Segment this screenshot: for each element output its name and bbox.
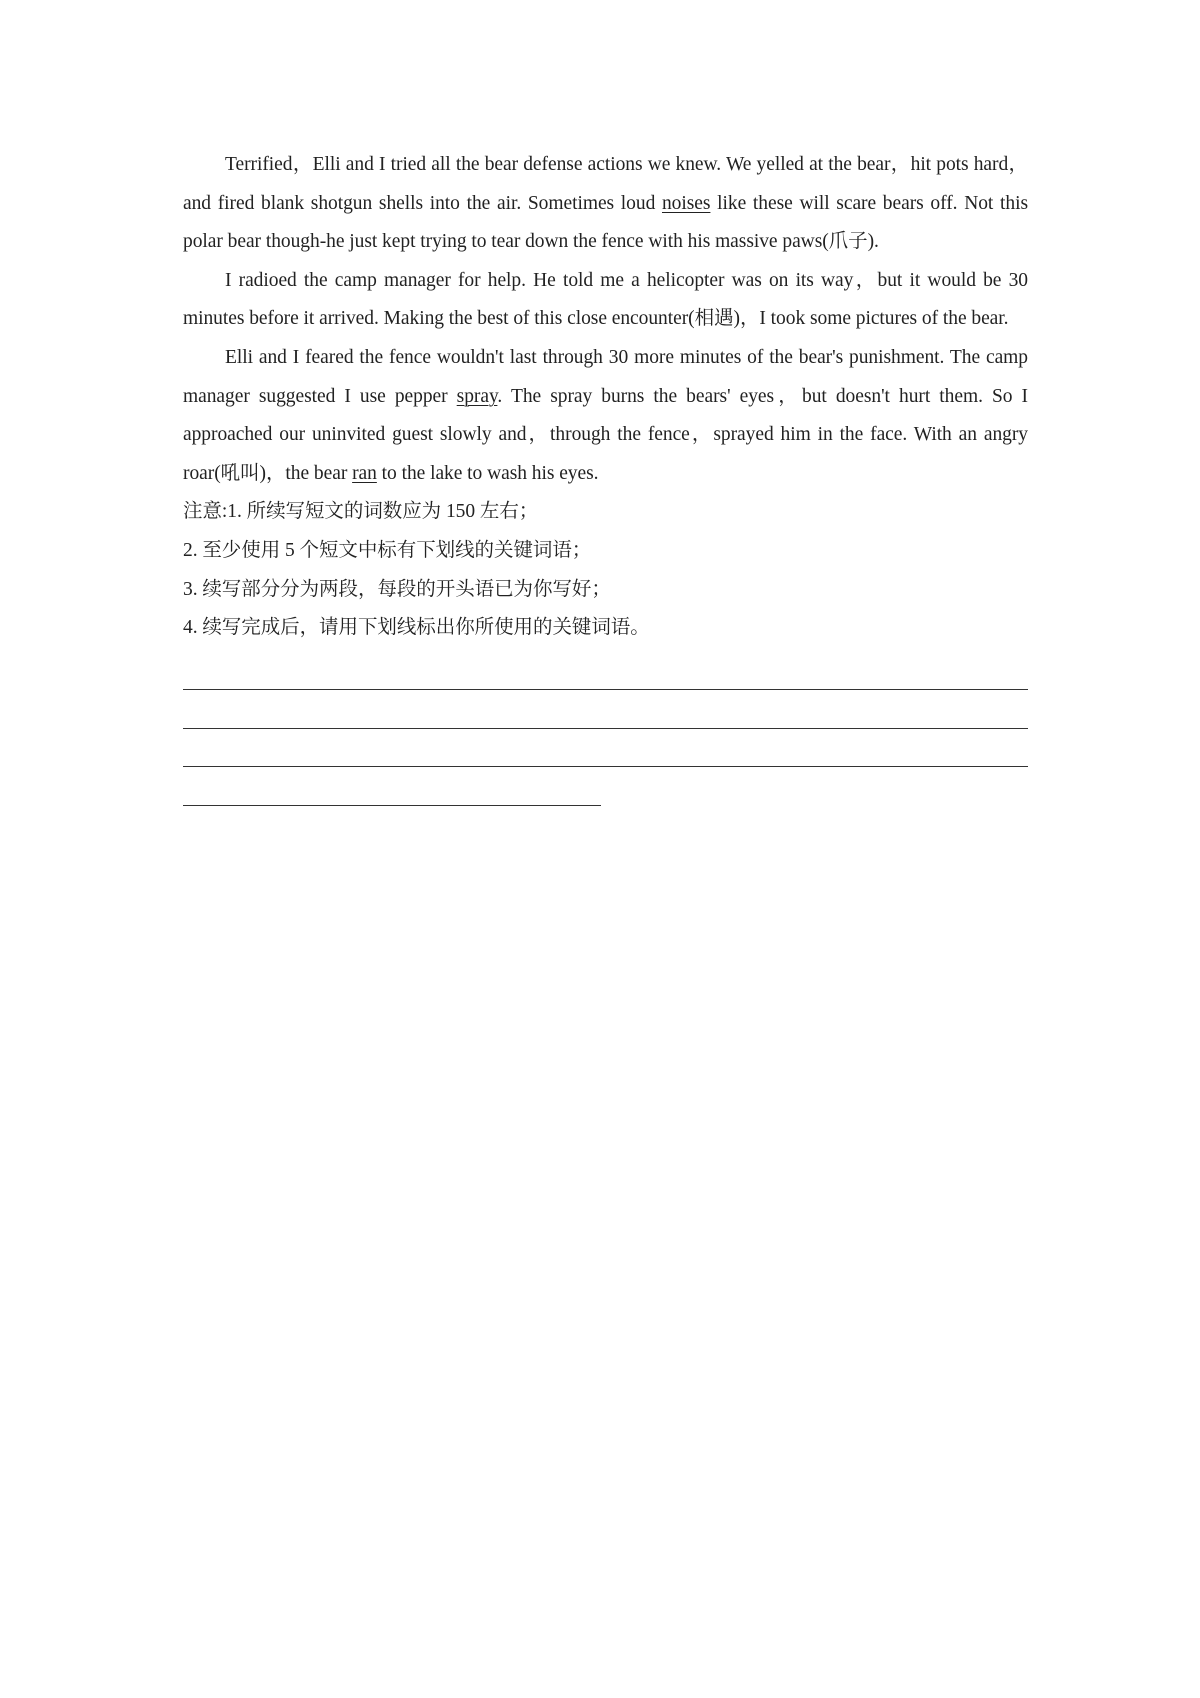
answer-line[interactable]	[183, 729, 1028, 768]
instruction-3: 3. 续写部分分为两段，每段的开头语已为你写好；	[183, 578, 611, 600]
passage-paragraph-1	[183, 146, 1028, 262]
answer-line[interactable]	[183, 690, 1028, 729]
document-page	[183, 146, 1028, 806]
paragraph-text: . The spray burns the bears' eyes，but doesn't hurt them. So I approached our uninvited guest slowly and，through the fence，sprayed him in the face. With an angry roar(吼叫)，the bear	[183, 385, 1028, 484]
passage-paragraph-3	[183, 339, 1028, 493]
instruction-1: 注意:1. 所续写短文的词数应为 150 左右；	[183, 501, 539, 523]
paragraph-text: like these will scare bears off. Not this polar bear though-he just kept trying to tear down the fence with his massive paws(爪子).	[183, 192, 1028, 253]
writing-instructions	[183, 493, 1028, 647]
key-word-noises: noises	[661, 192, 711, 214]
passage-paragraph-2	[183, 262, 1028, 339]
key-word-spray: spray	[456, 385, 498, 407]
instruction-4: 4. 续写完成后，请用下划线标出你所使用的关键词语。	[183, 617, 650, 639]
answer-area[interactable]	[183, 652, 1028, 806]
key-word-ran: ran	[352, 462, 377, 484]
paragraph-text: to the lake to wash his eyes.	[376, 462, 599, 484]
paragraph-text: Elli and I feared the fence wouldn't last through 30 more minutes of the bear's punishment. The camp manager suggested I use pepper	[183, 346, 1028, 407]
paragraph-text: I radioed the camp manager for help. He told me a helicopter was on its way，but it would be 30 minutes before it arrived. Making the best of this close encounter(相遇)，I took some pictures of the bear.	[183, 269, 1028, 330]
paragraph-text: Terrified，Elli and I tried all the bear defense actions we knew. We yelled at the bear，hit pots hard，and fired blank shotgun shells into the air. Sometimes loud	[183, 154, 1028, 214]
answer-line[interactable]	[183, 652, 1028, 691]
instruction-2: 2. 至少使用 5 个短文中标有下划线的关键词语；	[183, 539, 592, 561]
answer-line[interactable]	[183, 767, 601, 806]
